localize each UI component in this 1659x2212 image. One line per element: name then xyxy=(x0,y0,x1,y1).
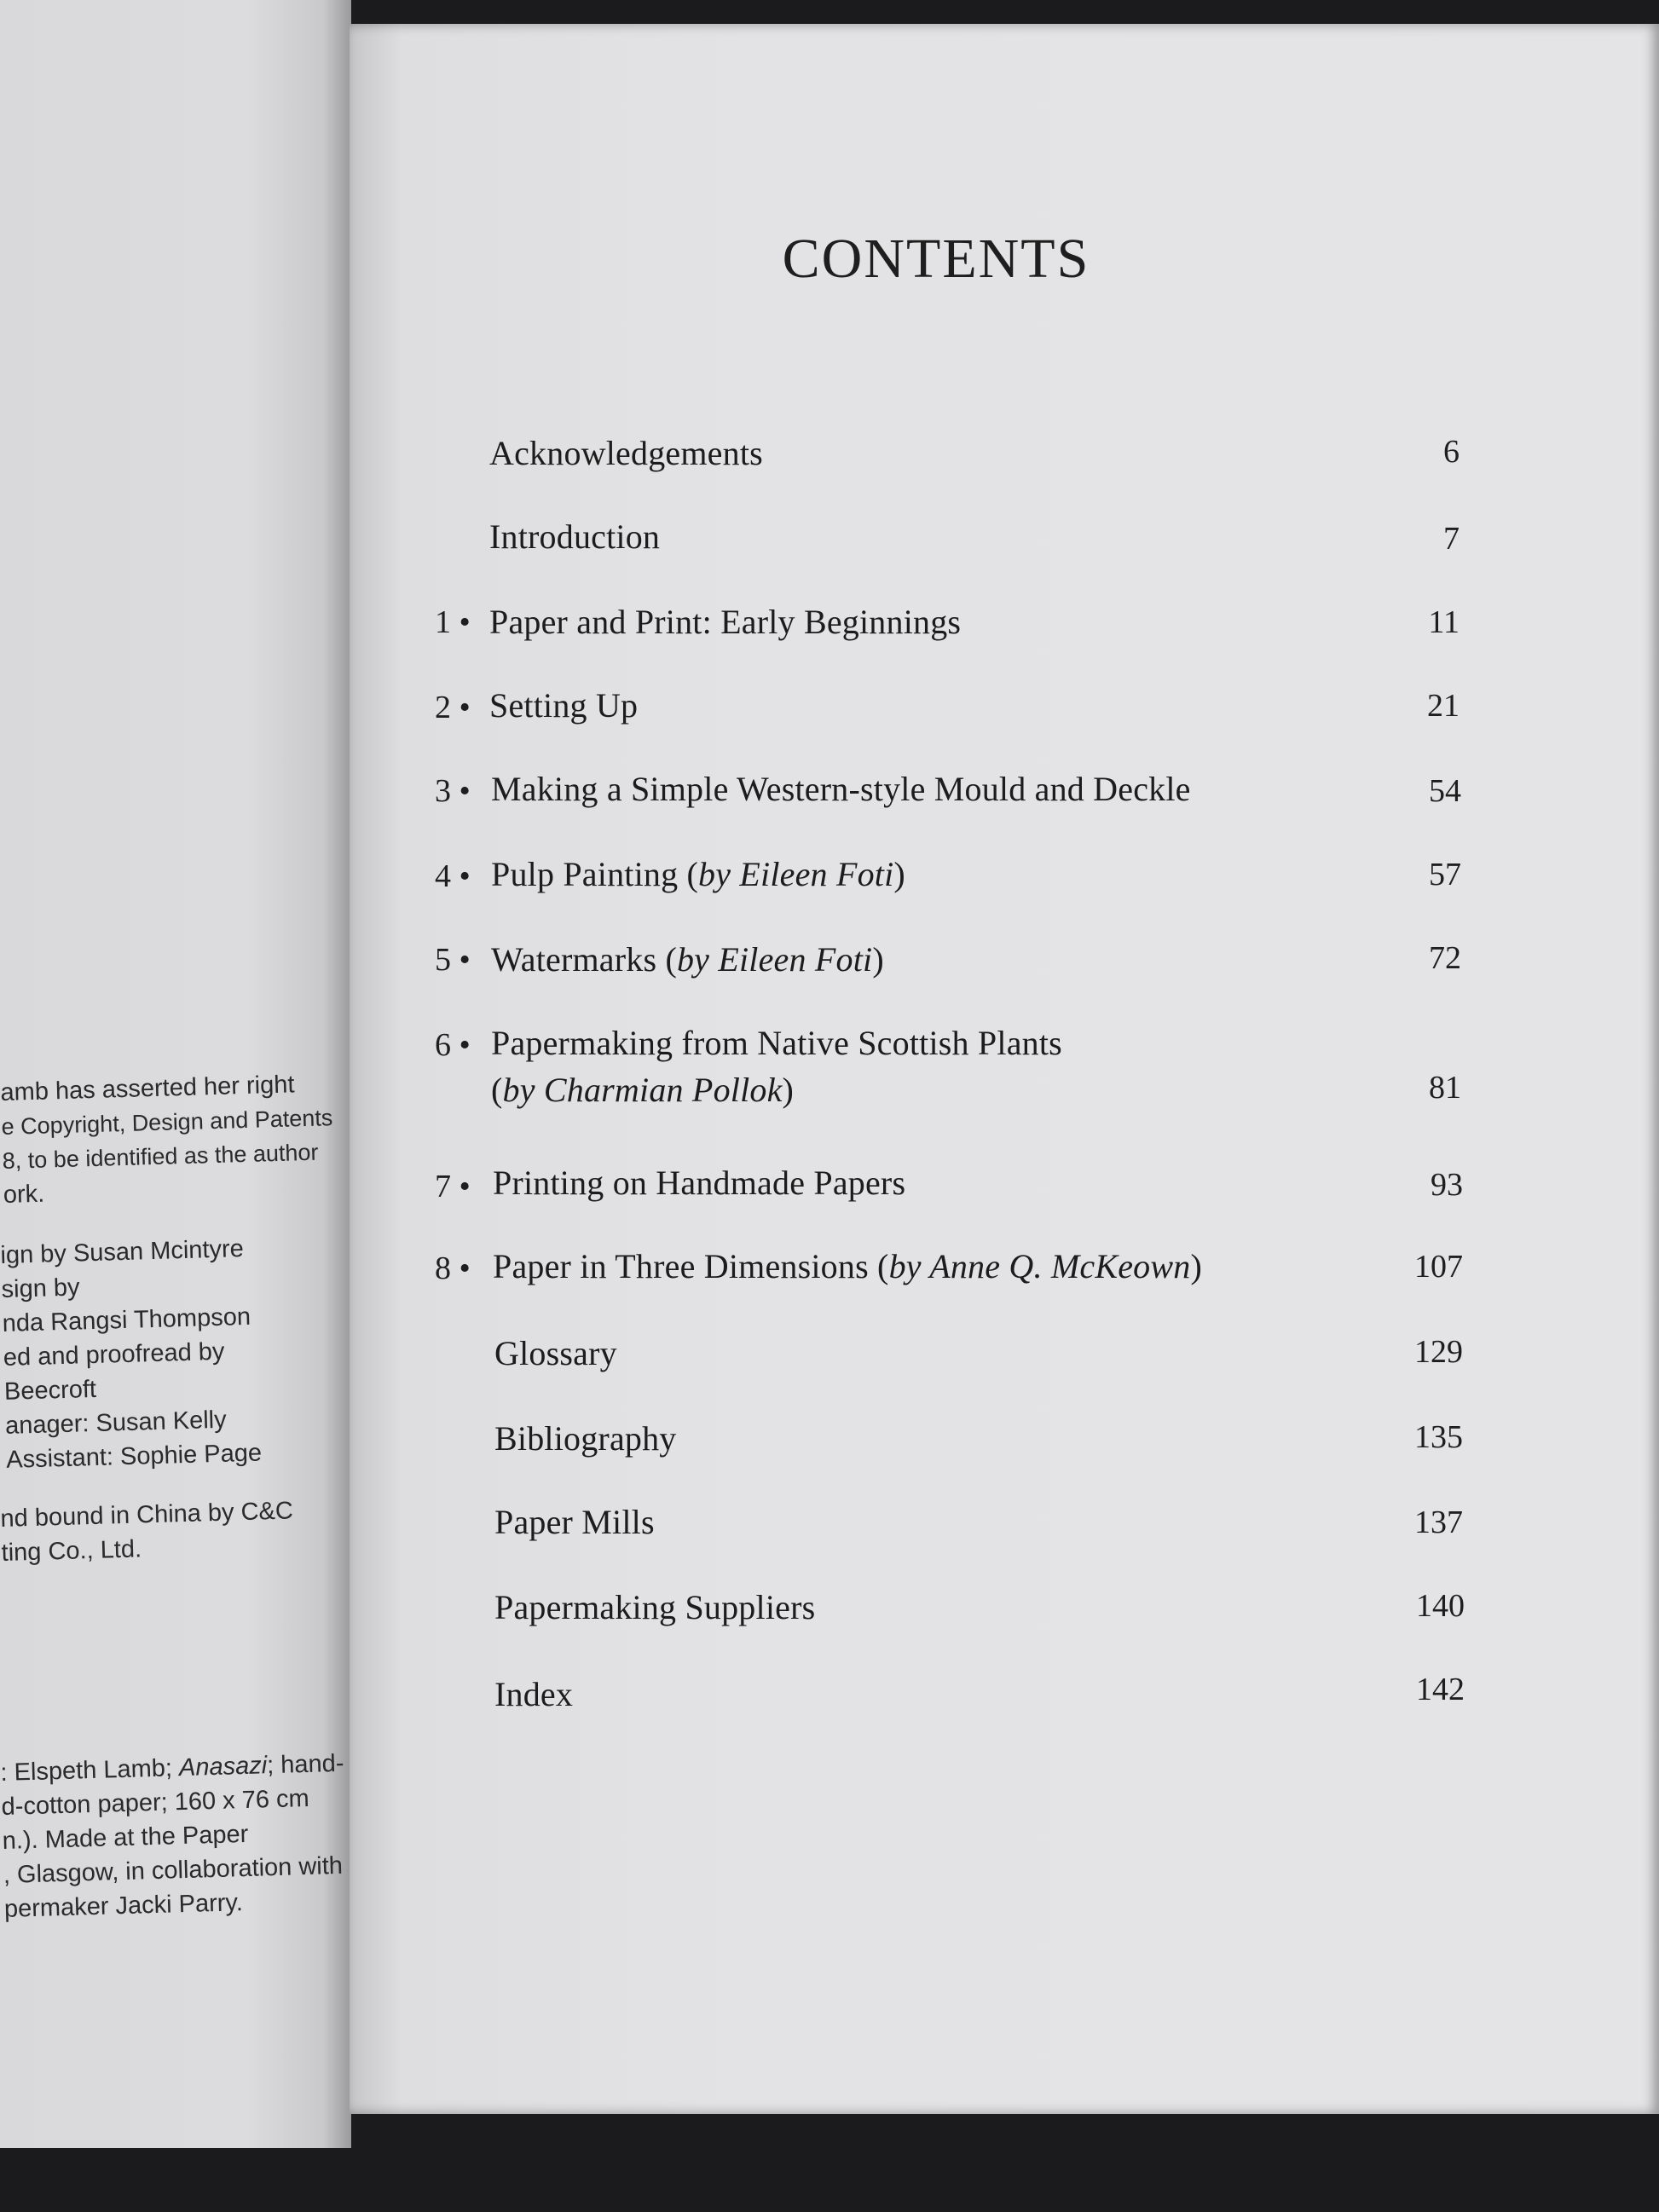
toc-entry-paper-mills xyxy=(350,1492,1463,1560)
entry-title: Setting Up xyxy=(489,686,639,725)
entry-title xyxy=(491,939,884,979)
entry-title-text: Papermaking from Native Scottish Plants xyxy=(491,1024,1062,1062)
entry-author: by Charmian Pollok xyxy=(502,1071,783,1109)
chapter-number: 7 • xyxy=(435,1169,471,1204)
left-line: ting Co., Ltd. xyxy=(1,1535,142,1567)
toc-entry-index xyxy=(350,1662,1465,1730)
page-number: 11 xyxy=(1428,604,1460,640)
toc-entry-acknowledgements xyxy=(350,418,1458,486)
left-line: ork. xyxy=(3,1180,45,1209)
toc-entry-chapter-3 xyxy=(350,759,1461,827)
entry-author: by Anne Q. McKeown xyxy=(888,1247,1191,1285)
left-line: ed and proofread by xyxy=(3,1337,225,1372)
page-number: 142 xyxy=(1416,1672,1465,1707)
contents-page xyxy=(350,24,1659,2114)
left-line: , Glasgow, in collaboration with xyxy=(3,1851,344,1889)
copyright-notice xyxy=(0,1066,344,1212)
entry-subtitle xyxy=(491,1070,1062,1110)
entry-title-end: ) xyxy=(893,855,905,893)
entry-title-text: Pulp Painting ( xyxy=(491,855,699,893)
page-number: 54 xyxy=(1429,773,1461,809)
entry-title xyxy=(493,1246,1202,1286)
left-line: permaker Jacki Parry. xyxy=(3,1889,244,1923)
left-line: sign by xyxy=(1,1273,80,1303)
page-number: 135 xyxy=(1414,1419,1463,1455)
cover-artwork-title: Anasazi xyxy=(178,1752,268,1782)
entry-title: Making a Simple Western-style Mould and Deckle xyxy=(491,770,1191,808)
cover-credit xyxy=(0,1747,345,1926)
chapter-number: 3 • xyxy=(435,773,471,809)
entry-title: Acknowledgements xyxy=(489,434,763,472)
entry-title: Paper Mills xyxy=(494,1503,655,1541)
left-page xyxy=(0,0,351,2148)
toc-entry-bibliography xyxy=(350,1406,1463,1475)
entry-title: Paper and Print: Early Beginnings xyxy=(489,603,962,641)
entry-author: by Eileen Foti xyxy=(698,855,894,893)
left-line: nda Rangsi Thompson xyxy=(2,1302,251,1337)
toc-entry-chapter-4 xyxy=(350,844,1461,912)
entry-title xyxy=(491,854,905,894)
entry-title xyxy=(491,1023,1062,1110)
toc-entry-chapter-8 xyxy=(350,1236,1463,1304)
left-line: ign by Susan Mcintyre xyxy=(0,1235,245,1269)
left-line: n.). Made at the Paper xyxy=(2,1820,249,1855)
chapter-number: 1 • xyxy=(435,604,471,640)
entry-title-end: ) xyxy=(872,940,884,979)
page-title: CONTENTS xyxy=(782,228,1090,290)
page-number: 57 xyxy=(1429,857,1461,892)
chapter-number: 4 • xyxy=(435,858,471,894)
left-line: 8, to be identified as the author xyxy=(2,1139,319,1174)
table-of-contents xyxy=(350,24,1659,2114)
page-number: 81 xyxy=(1429,1070,1461,1106)
left-line: nd bound in China by C&C xyxy=(0,1497,294,1533)
page-number: 7 xyxy=(1443,521,1460,557)
printer-notice xyxy=(0,1493,343,1570)
chapter-number: 5 • xyxy=(435,942,471,978)
page-number: 72 xyxy=(1429,940,1461,976)
entry-title: Introduction xyxy=(489,517,661,556)
entry-author: by Eileen Foti xyxy=(676,940,873,979)
page-number: 129 xyxy=(1414,1334,1463,1370)
toc-entry-glossary xyxy=(350,1321,1463,1389)
entry-title: Printing on Handmade Papers xyxy=(493,1164,906,1202)
toc-entry-chapter-5 xyxy=(350,927,1461,996)
cover-credit-prefix: : Elspeth Lamb; xyxy=(0,1754,180,1787)
page-number: 6 xyxy=(1443,434,1460,470)
left-line: e Copyright, Design and Patents xyxy=(1,1105,333,1140)
entry-subtitle-start: ( xyxy=(491,1071,503,1109)
entry-title: Index xyxy=(494,1675,574,1713)
entry-title-end: ) xyxy=(1190,1247,1202,1285)
chapter-number: 6 • xyxy=(435,1027,471,1063)
toc-entry-introduction xyxy=(350,503,1458,571)
page-number: 93 xyxy=(1431,1167,1463,1203)
entry-title-text: Paper in Three Dimensions ( xyxy=(493,1247,889,1285)
toc-entry-chapter-1 xyxy=(350,588,1458,656)
left-line: Assistant: Sophie Page xyxy=(5,1439,263,1474)
page-number: 21 xyxy=(1427,688,1460,724)
page-number: 137 xyxy=(1414,1505,1463,1540)
entry-title: Papermaking Suppliers xyxy=(494,1588,816,1626)
entry-title: Bibliography xyxy=(494,1419,677,1458)
entry-subtitle-end: ) xyxy=(782,1071,795,1109)
cover-credit-suffix: ; hand- xyxy=(266,1749,344,1780)
entry-title-text: Watermarks ( xyxy=(491,940,677,979)
left-line: anager: Susan Kelly xyxy=(4,1406,228,1440)
toc-entry-chapter-7 xyxy=(350,1151,1463,1219)
left-line: Beecroft xyxy=(3,1375,97,1406)
toc-entry-papermaking-suppliers xyxy=(350,1577,1465,1645)
left-line: amb has asserted her right xyxy=(0,1071,295,1106)
left-line: d-cotton paper; 160 x 76 cm xyxy=(1,1784,310,1821)
chapter-number: 2 • xyxy=(435,690,471,725)
toc-entry-chapter-2 xyxy=(350,673,1458,742)
page-number: 140 xyxy=(1416,1588,1465,1624)
entry-title: Glossary xyxy=(494,1334,617,1372)
page-number: 107 xyxy=(1414,1249,1463,1285)
toc-entry-chapter-6 xyxy=(350,1013,1461,1132)
credits-list xyxy=(0,1229,348,1477)
chapter-number: 8 • xyxy=(435,1250,471,1286)
